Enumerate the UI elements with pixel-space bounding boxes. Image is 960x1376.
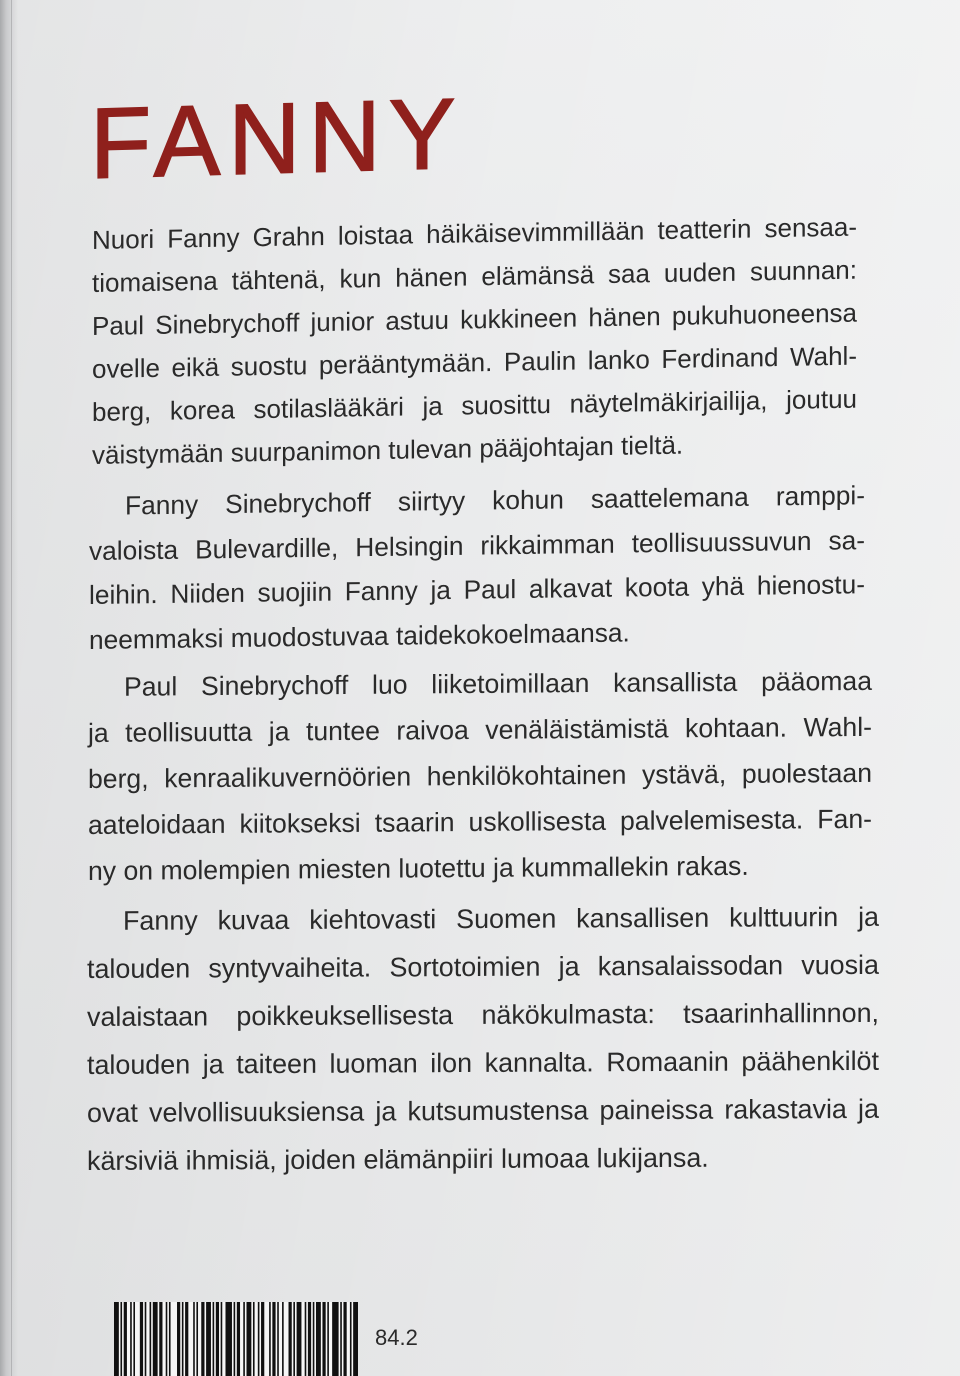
barcode-bar (193, 1302, 195, 1376)
barcode-bar (277, 1302, 279, 1376)
barcode-bar (243, 1302, 245, 1376)
barcode-graphic (114, 1302, 358, 1376)
barcode-bar (120, 1302, 122, 1376)
paragraph-line: aateloidaan kiitokseksi tsaarin uskollisesta palvelemisesta. Fan- (88, 803, 872, 840)
barcode-bar (269, 1302, 271, 1376)
barcode-bar (130, 1302, 132, 1376)
paragraph-line: ny on molempien miesten luotettu ja kummallekin rakas. (88, 850, 749, 886)
paragraph-1 (92, 206, 857, 477)
barcode-bar (201, 1302, 204, 1376)
barcode-bar (133, 1302, 135, 1376)
barcode-bar (196, 1302, 198, 1376)
barcode-bar (340, 1302, 342, 1376)
barcode-bar (258, 1302, 260, 1376)
barcode (114, 1302, 358, 1376)
barcode-bar (114, 1302, 119, 1376)
barcode-bar (221, 1302, 223, 1376)
barcode-bar (150, 1302, 152, 1376)
paragraph-line: väistymään suurpanimon tulevan pääjohtajan tieltä. (92, 429, 684, 470)
paragraph-line: leihin. Niiden suojiin Fanny ja Paul alkavat koota yhä hienostu- (89, 569, 865, 610)
barcode-bar (159, 1302, 162, 1376)
barcode-bar (169, 1302, 171, 1376)
paragraph-line: ovat velvollisuuksiensa ja kutsumustensa paineissa rakastavia ja (87, 1093, 879, 1128)
barcode-bar (145, 1302, 147, 1376)
barcode-bar (313, 1302, 315, 1376)
paragraph-line: ovelle eikä suostu perääntymään. Paulin lanko Ferdinand Wahl- (92, 340, 857, 384)
paragraph-line: berg, korea sotilaslääkäri ja suosittu näytelmäkirjailija, joutuu (92, 383, 857, 427)
barcode-bar (237, 1302, 240, 1376)
barcode-bar (177, 1302, 180, 1376)
barcode-bar (182, 1302, 184, 1376)
paragraph-4 (87, 893, 879, 1185)
barcode-bar (305, 1302, 307, 1376)
paragraph-line: Fanny Sinebrychoff siirtyy kohun saattelemana ramppi- (125, 480, 865, 521)
paragraph-line: valoista Bulevardille, Helsingin rikkaimman teollisuussuvun sa- (89, 524, 865, 566)
barcode-bar (327, 1302, 329, 1376)
barcode-bar (124, 1302, 127, 1376)
barcode-bar (153, 1302, 158, 1376)
barcode-bar (247, 1302, 252, 1376)
barcode-bar (282, 1302, 284, 1376)
barcode-bar (140, 1302, 143, 1376)
paragraph-line: kärsiviä ihmisiä, joiden elämänpiiri lumoaa lukijansa. (87, 1142, 709, 1176)
barcode-bar (297, 1302, 302, 1376)
barcode-bar (289, 1302, 292, 1376)
paragraph-2 (89, 473, 865, 662)
barcode-bar (234, 1302, 236, 1376)
paragraph-line: ja teollisuutta ja tuntee raivoa venäläistämistä kohtaan. Wahl- (88, 711, 872, 748)
page-edge-line (11, 0, 12, 1376)
barcode-bar (322, 1302, 325, 1376)
barcode-bar (343, 1302, 346, 1376)
price-code: 84.2 (375, 1325, 418, 1350)
paragraph-line: Nuori Fanny Grahn loistaa häikäisevimmillään teatterin sensaa- (92, 211, 857, 255)
barcode-bar (308, 1302, 311, 1376)
paragraph-line: berg, kenraalikuvernöörien henkilökohtainen ystävä, puolestaan (88, 757, 872, 794)
paragraph-line: tiomaisena tähtenä, kun hänen elämänsä saa uuden suunnan: (92, 254, 857, 298)
barcode-bar (332, 1302, 338, 1376)
paragraph-line: talouden ja taiteen luoman ilon kannalta. Romaanin päähenkilöt (87, 1045, 879, 1080)
paragraph-line: Fanny kuvaa kiehtovasti Suomen kansallisen kulttuurin ja (123, 901, 879, 936)
paragraph-3 (88, 658, 872, 894)
barcode-bar (166, 1302, 168, 1376)
barcode-bar (206, 1302, 211, 1376)
barcode-bar (350, 1302, 352, 1376)
barcode-bar (213, 1302, 215, 1376)
barcode-bar (316, 1302, 321, 1376)
paragraph-line: neemmaksi muodostuvaa taidekokoelmaansa. (89, 616, 630, 655)
barcode-bar (261, 1302, 264, 1376)
barcode-bar (293, 1302, 295, 1376)
barcode-bar (216, 1302, 219, 1376)
paragraph-line: valaistaan poikkeuksellisesta näkökulmasta: tsaarinhallinnon, (87, 997, 879, 1032)
paragraph-line: Paul Sinebrychoff junior astuu kukkineen hänen pukuhuoneensa (92, 297, 857, 341)
paragraph-line: Paul Sinebrychoff luo liiketoimillaan kansallista pääomaa (124, 665, 872, 702)
paragraph-line: talouden syntyvaiheita. Sortotoimien ja kansalaissodan vuosia (87, 949, 879, 984)
page-edge-shadow (0, 0, 18, 1376)
barcode-bar (225, 1302, 231, 1376)
barcode-bar (185, 1302, 188, 1376)
barcode-bar (272, 1302, 275, 1376)
barcode-bar (253, 1302, 255, 1376)
barcode-bar (353, 1302, 358, 1376)
book-title: FANNY (90, 77, 464, 200)
